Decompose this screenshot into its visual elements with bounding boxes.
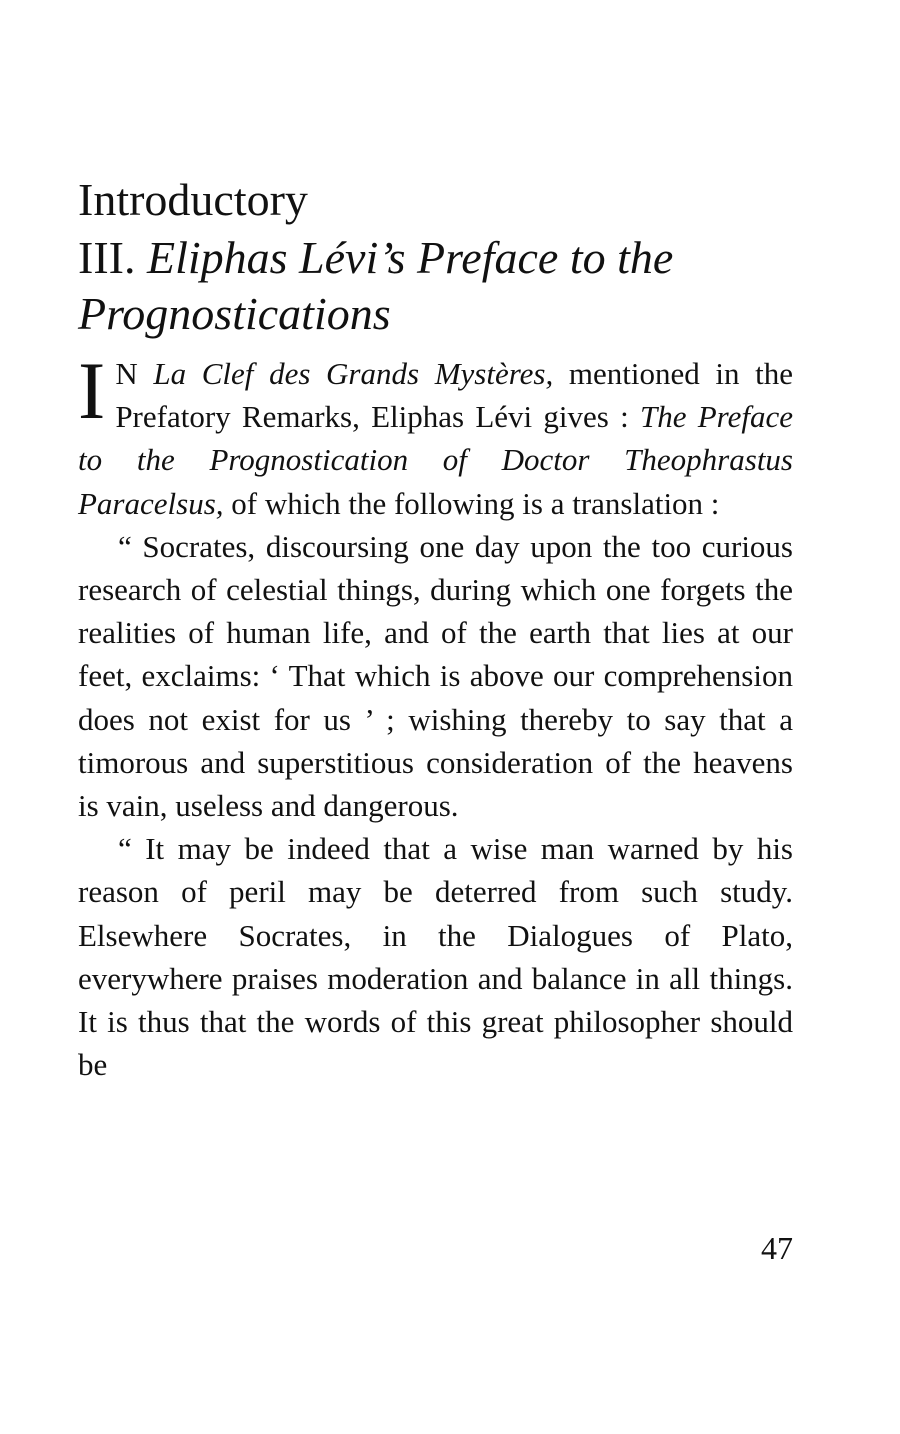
heading-title-line: [78, 230, 793, 342]
preface-title: The Preface to the Prognostication of Doctor Theophrastus Paracelsus,: [78, 399, 793, 521]
paragraph-1-text-a: mentioned in the Prefatory Remarks, Eliphas Lévi gives :: [115, 356, 794, 435]
heading-title: Eliphas Lévi’s Preface to the Prognostications: [78, 232, 674, 339]
page-number: 47: [761, 1230, 793, 1266]
work-title: La Clef des Grands Mystères,: [153, 356, 554, 391]
heading-introductory: Introductory: [78, 174, 308, 225]
body-text: [78, 345, 794, 1086]
paragraph-1-text-b: of which the following is a translation :: [223, 485, 720, 521]
paragraph-1: [78, 345, 794, 525]
paragraph-1-opening: N: [115, 356, 154, 391]
chapter-heading: [78, 170, 793, 342]
heading-number: III.: [78, 232, 136, 283]
paragraph-2: “ Socrates, discoursing one day upon the too curious research of celestial things, during which one forgets the realities of human life, and of the earth that lies at our feet, exclaims: ‘ That which is above our comprehension does not exist for us ’ ; wishing thereby to say that a timorous and superstitious consideration of the heavens is vain, useless and dangerous.: [78, 528, 793, 824]
page-content: [78, 170, 793, 1086]
drop-cap: I: [78, 345, 106, 436]
paragraph-3: “ It may be indeed that a wise man warned by his reason of peril may be deterred from such study. Elsewhere Socrates, in the Dialogues of Plato, everywhere praises moderation and balance in all things. It is thus that the words of this great philosopher should be: [78, 831, 793, 1083]
